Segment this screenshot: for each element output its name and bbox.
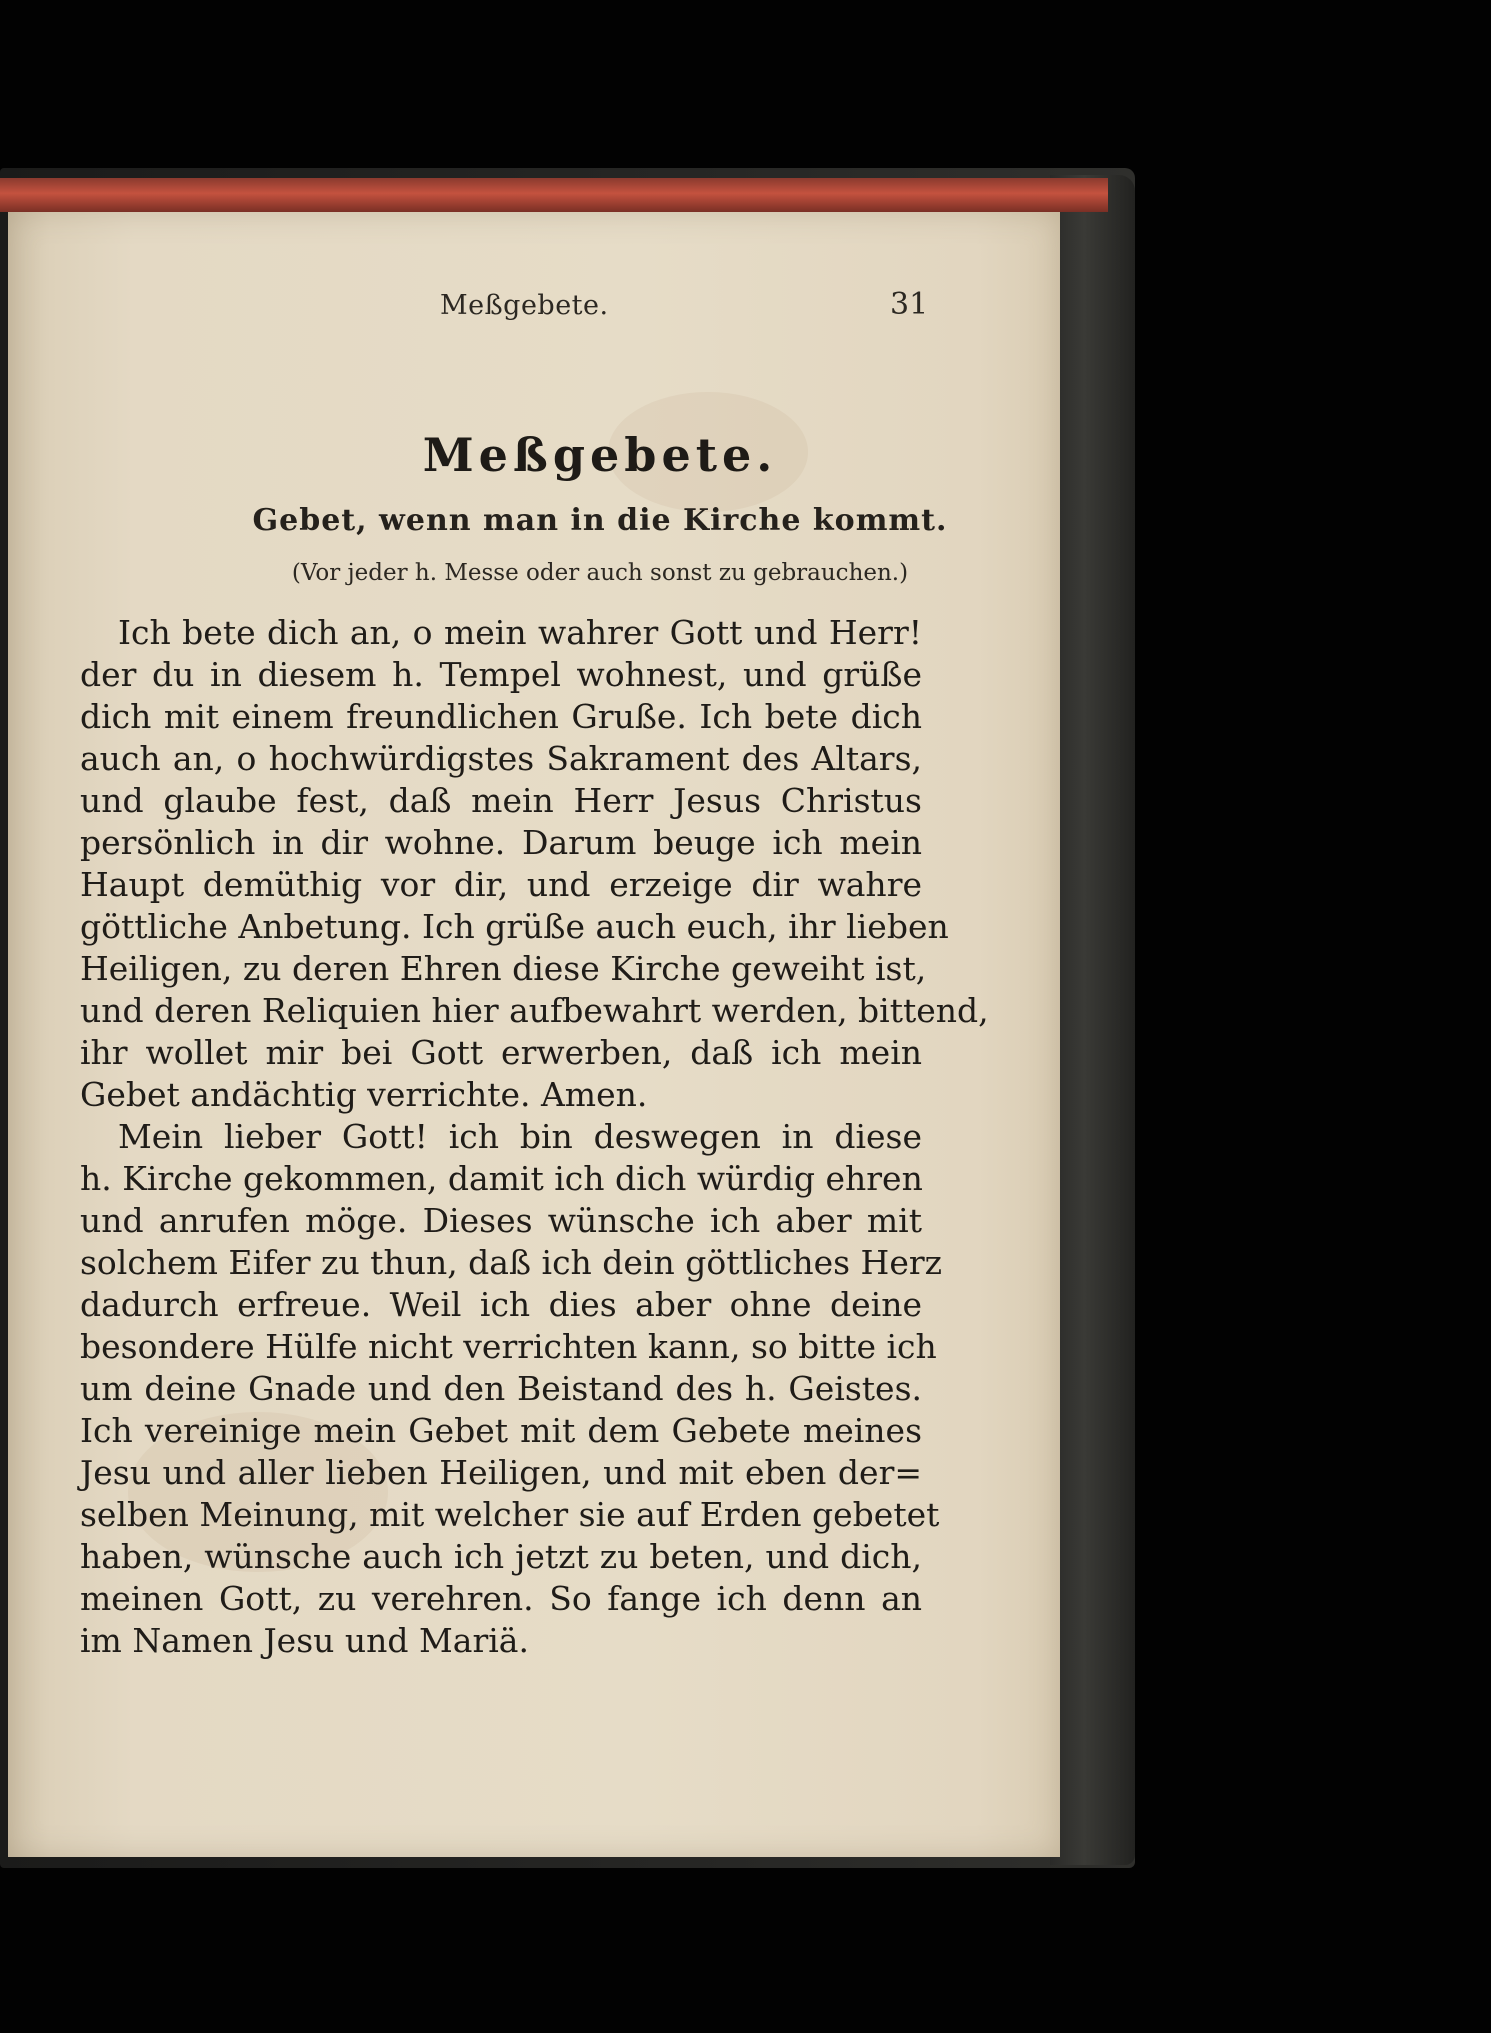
prayer-text: [80, 612, 989, 1662]
text-line: dadurch erfreue. Weil ich dies aber ohne deine: [80, 1285, 922, 1324]
usage-note: (Vor jeder h. Messe oder auch sonst zu gebrauchen.): [291, 560, 909, 586]
text-line: auch an, o hochwürdigstes Sakrament des Altars,: [80, 739, 922, 778]
text-line: selben Meinung, mit welcher sie auf Erden gebetet: [80, 1495, 940, 1534]
text-line: Mein lieber Gott! ich bin deswegen in diese: [118, 1117, 922, 1156]
text-line: ihr wollet mir bei Gott erwerben, daß ich mein: [80, 1033, 922, 1072]
text-line: h. Kirche gekommen, damit ich dich würdig ehren: [80, 1159, 923, 1198]
text-line: im Namen Jesu und Mariä.: [80, 1621, 529, 1660]
text-line: persönlich in dir wohne. Darum beuge ich mein: [80, 823, 922, 862]
text-line: göttliche Anbetung. Ich grüße auch euch, ihr lieben: [80, 907, 949, 946]
page-number: 31: [890, 287, 929, 322]
text-line: Gebet andächtig verrichte. Amen.: [80, 1075, 648, 1114]
text-line: dich mit einem freundlichen Gruße. Ich bete dich: [80, 697, 922, 736]
text-line: und glaube fest, daß mein Herr Jesus Christus: [80, 781, 922, 820]
text-line: und anrufen möge. Dieses wünsche ich aber mit: [80, 1201, 922, 1240]
text-line: besondere Hülfe nicht verrichten kann, so bitte ich: [80, 1327, 937, 1366]
text-line: und deren Reliquien hier aufbewahrt werden, bittend,: [80, 991, 989, 1030]
text-line: Ich vereinige mein Gebet mit dem Gebete meines: [80, 1411, 922, 1450]
running-head: Meßgebete.: [440, 290, 609, 321]
text-line: Haupt demüthig vor dir, und erzeige dir wahre: [80, 865, 922, 904]
text-line: Heiligen, zu deren Ehren diese Kirche geweiht ist,: [80, 949, 927, 988]
text-line: Jesu und aller lieben Heiligen, und mit eben der=: [80, 1453, 922, 1492]
prayer-subtitle: Gebet, wenn man in die Kirche kommt.: [252, 503, 948, 538]
text-line: haben, wünsche auch ich jetzt zu beten, und dich,: [80, 1537, 922, 1576]
red-page-edges: [0, 178, 1108, 212]
text-line: Ich bete dich an, o mein wahrer Gott und Herr!: [118, 613, 922, 652]
text-line: um deine Gnade und den Beistand des h. Geistes.: [80, 1369, 922, 1408]
section-title: Meßgebete.: [422, 428, 778, 482]
text-line: solchem Eifer zu thun, daß ich dein göttliches Herz: [80, 1243, 943, 1282]
text-line: meinen Gott, zu verehren. So fange ich denn an: [80, 1579, 922, 1618]
text-line: der du in diesem h. Tempel wohnest, und grüße: [80, 655, 922, 694]
